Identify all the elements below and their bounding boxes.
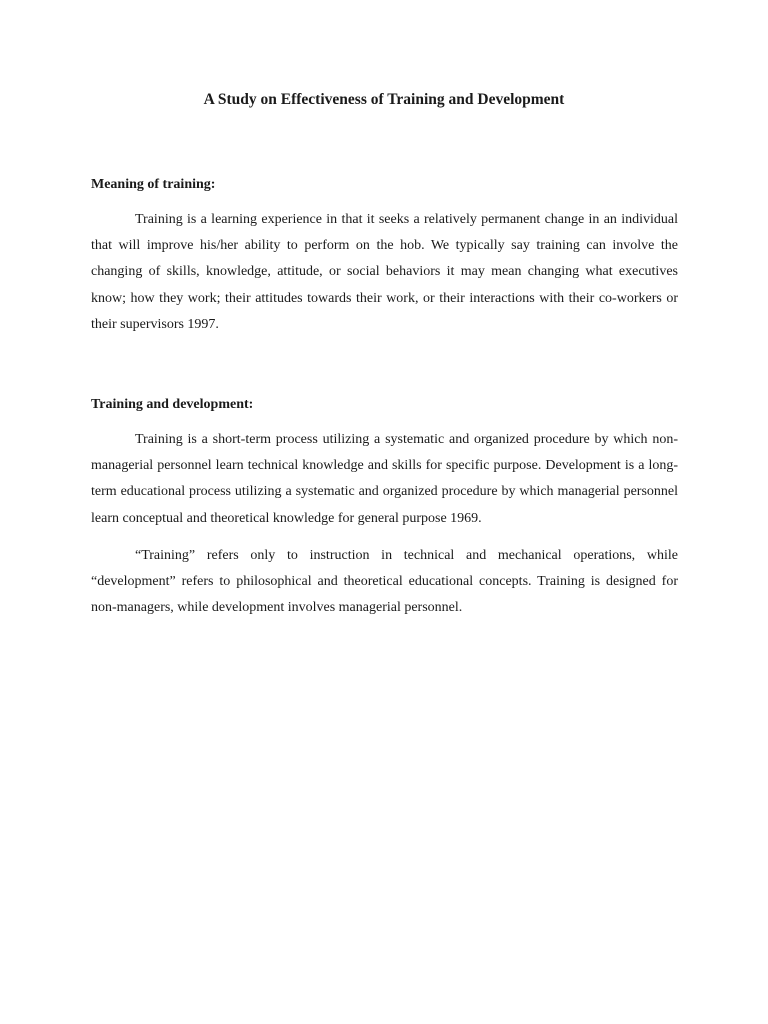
paragraph: Training is a short-term process utilizing a systematic and organized procedure by which non-managerial personnel learn technical knowledge and skills for specific purpose. Development is a long-term educational process utilizing a systematic and organized procedure by which managerial personnel learn conceptual and theoretical knowledge for general purpose 1969. (91, 432, 678, 526)
section-heading: Training and development: (91, 397, 254, 412)
document-title: A Study on Effectiveness of Training and Development (203, 91, 565, 108)
section-meaning-of-training (91, 175, 678, 338)
paragraph: “Training” refers only to instruction in technical and mechanical operations, while “development” refers to philosophical and theoretical educational concepts. Training is designed for non-managers, while development involves managerial personnel. (91, 547, 678, 616)
section-training-and-development (91, 395, 678, 621)
section-heading: Meaning of training: (91, 177, 216, 192)
paragraph: Training is a learning experience in that it seeks a relatively permanent change in an individual that will improve his/her ability to perform on the hob. We typically say training can involve the changing of skills, knowledge, attitude, or social behaviors it may mean changing what executives know; how they work; their attitudes towards their work, or their interactions with their co-workers or their supervisors 1997. (91, 212, 678, 332)
